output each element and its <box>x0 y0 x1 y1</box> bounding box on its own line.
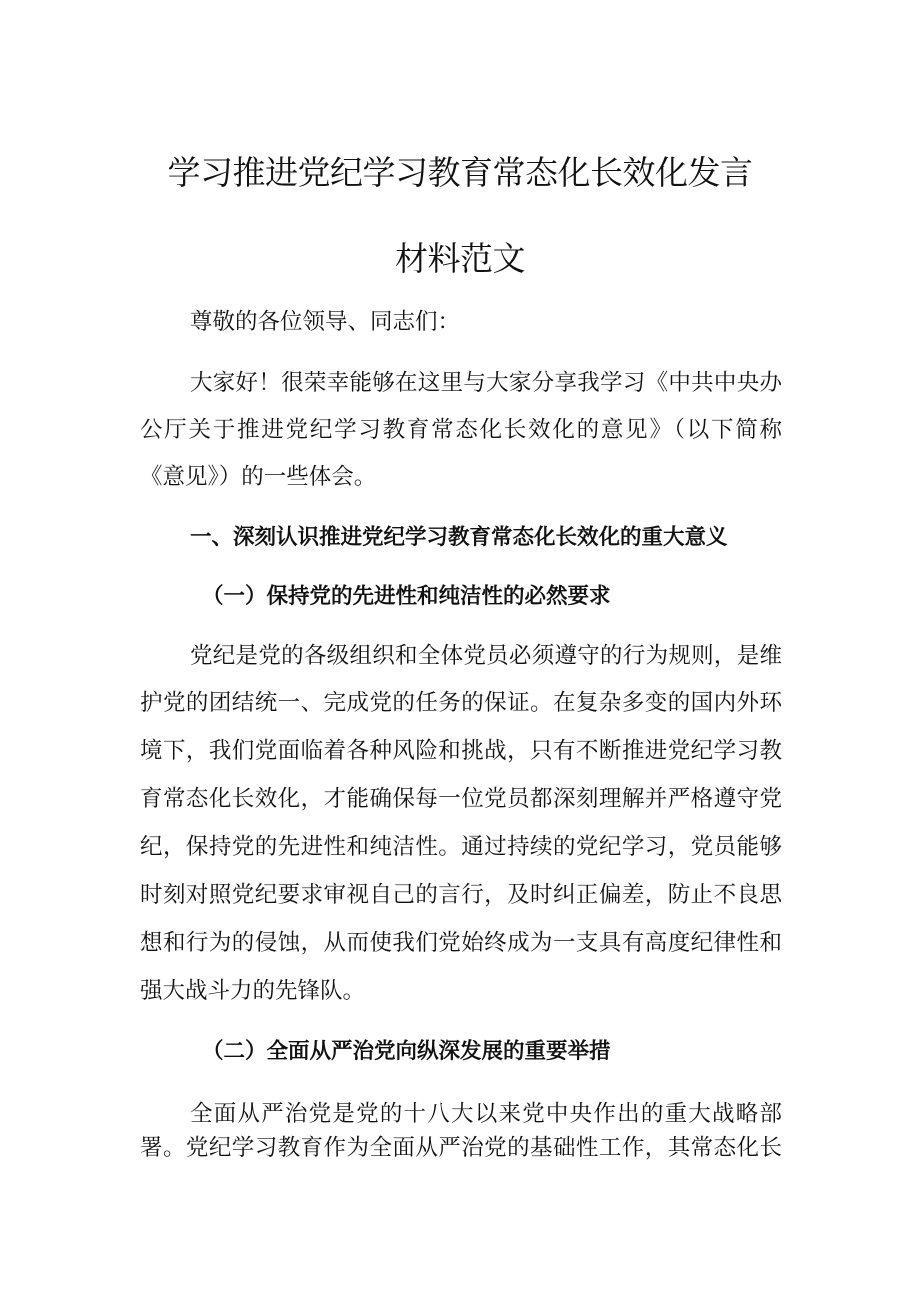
body-line: 护党的团结统一、完成党的任务的保证。在复杂多变的国内外环 <box>140 690 782 716</box>
body-line: 时刻对照党纪要求审视自己的言行，及时纠正偏差，防止不良思 <box>140 882 782 908</box>
intro-line-3: 《意见》）的一些体会。 <box>140 464 377 490</box>
body-line: 署。党纪学习教育作为全面从严治党的基础性工作，其常态化长 <box>140 1135 782 1161</box>
body-line: 想和行为的侵蚀，从而使我们党始终成为一支具有高度纪律性和 <box>140 930 782 956</box>
body-line: 党纪是党的各级组织和全体党员必须遵守的行为规则，是维 <box>190 643 782 669</box>
subsection-heading-2: （二）全面从严治党向纵深发展的重要举措 <box>202 1039 611 1064</box>
body-line: 育常态化长效化，才能确保每一位党员都深刻理解并严格遵守党 <box>140 786 782 812</box>
document-title-line-1: 学习推进党纪学习教育常态化长效化发言 <box>167 153 753 192</box>
intro-line-1: 大家好！很荣幸能够在这里与大家分享我学习《中共中央办 <box>190 370 782 396</box>
subsection-heading-1: （一）保持党的先进性和纯洁性的必然要求 <box>202 584 611 609</box>
body-line: 强大战斗力的先锋队。 <box>140 978 366 1004</box>
salutation: 尊敬的各位领导、同志们： <box>190 309 461 335</box>
body-line: 全面从严治党是党的十八大以来党中央作出的重大战略部 <box>190 1101 782 1127</box>
body-line: 境下，我们党面临着各种风险和挑战，只有不断推进党纪学习教 <box>140 738 782 764</box>
section-heading-1: 一、深刻认识推进党纪学习教育常态化长效化的重大意义 <box>190 525 728 550</box>
document-title-line-2: 材料范文 <box>395 239 525 278</box>
body-line: 纪，保持党的先进性和纯洁性。通过持续的党纪学习，党员能够 <box>140 834 782 860</box>
intro-line-2: 公厅关于推进党纪学习教育常态化长效化的意见》（以下简称 <box>140 417 782 443</box>
